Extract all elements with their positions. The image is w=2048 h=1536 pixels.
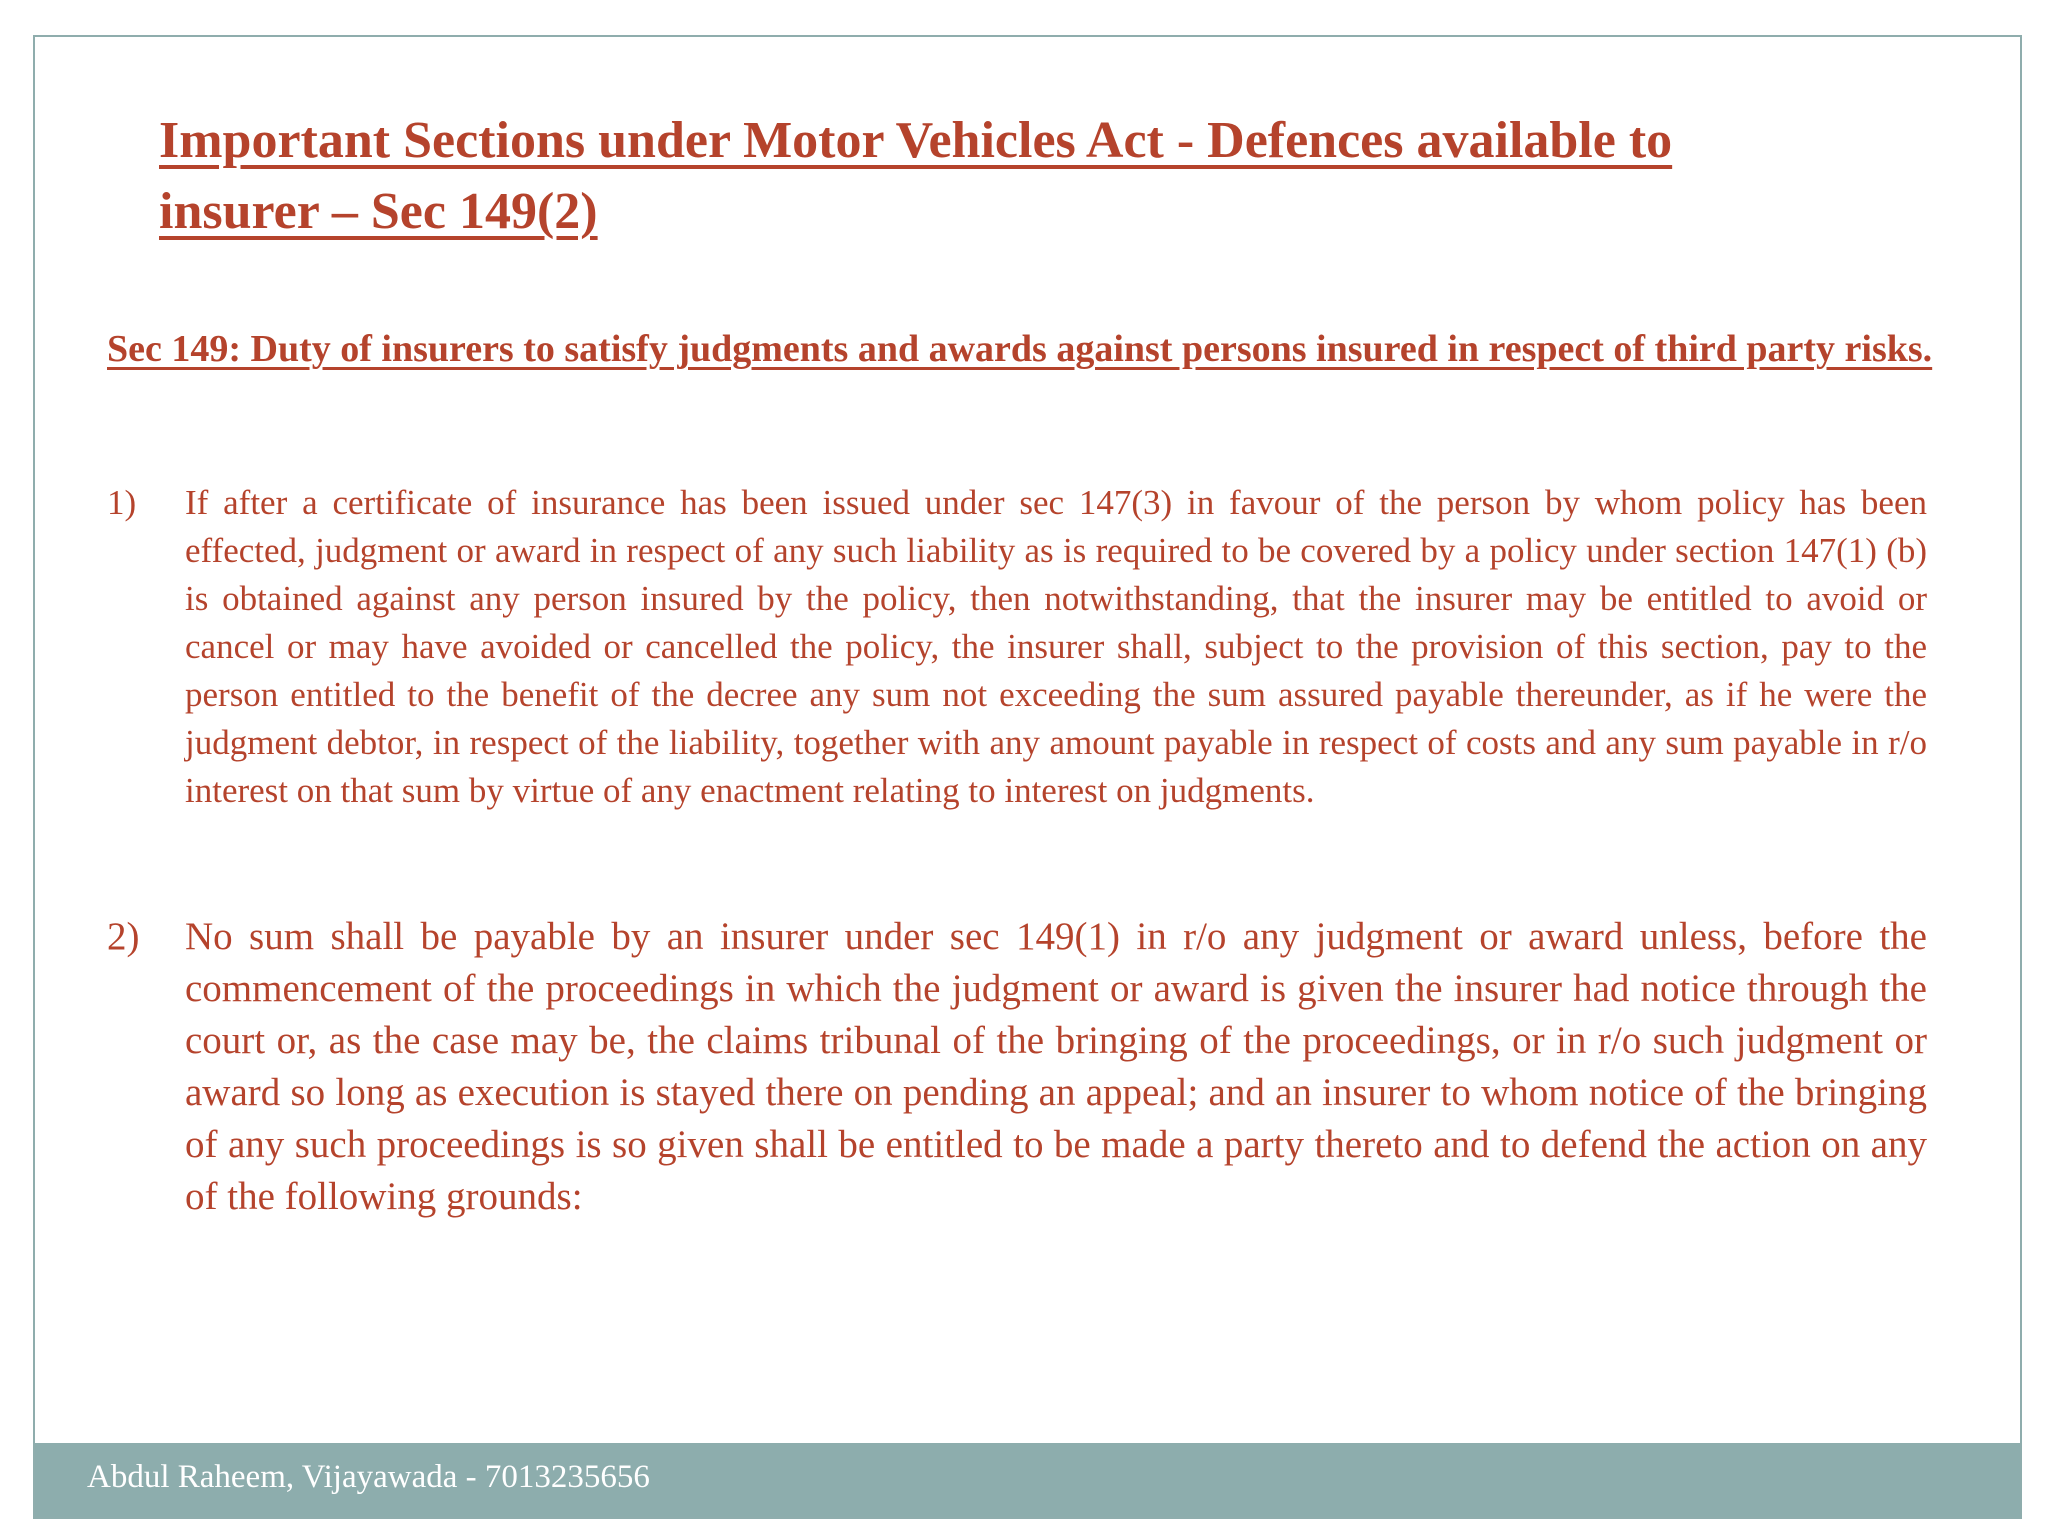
- clause-1: [107, 479, 1927, 815]
- section-heading: Sec 149: Duty of insurers to satisfy judgments and awards against persons insured in respect of third party risks.: [107, 328, 1933, 370]
- footer-bar: [35, 1443, 2020, 1517]
- clause-text: If after a certificate of insurance has been issued under sec 147(3) in favour of the person by whom policy has been effected, judgment or award in respect of any such liability as is required to be covered by a policy under section 147(1) (b) is obtained against any person insured by the policy, then notwithstanding, that the insurer may be entitled to avoid or cancel or may have avoided or cancelled the policy, the insurer shall, subject to the provision of this section, pay to the person entitled to the benefit of the decree any sum not exceeding the sum assured payable thereunder, as if he were the judgment debtor, in respect of the liability, together with any amount payable in respect of costs and any sum payable in r/o interest on that sum by virtue of any enactment relating to interest on judgments.: [185, 483, 1927, 810]
- clause-2: [107, 911, 1927, 1223]
- slide-title: Important Sections under Motor Vehicles Act - Defences available to insurer – Sec 149(2): [159, 112, 1673, 240]
- clause-number: 2): [107, 915, 140, 958]
- clause-number: 1): [107, 483, 137, 522]
- clause-text: No sum shall be payable by an insurer under sec 149(1) in r/o any judgment or award unless, before the commencement of the proceedings in which the judgment or award is given the insurer had notice through the court or, as the case may be, the claims tribunal of the bringing of the proceedings, or in r/o such judgment or award so long as execution is stayed there on pending an appeal; and an insurer to whom notice of the bringing of any such proceedings is so given shall be entitled to be made a party thereto and to defend the action on any of the following grounds:: [185, 915, 1927, 1218]
- footer-text: Abdul Raheem, Vijayawada - 7013235656: [87, 1459, 650, 1495]
- slide: [33, 35, 2022, 1519]
